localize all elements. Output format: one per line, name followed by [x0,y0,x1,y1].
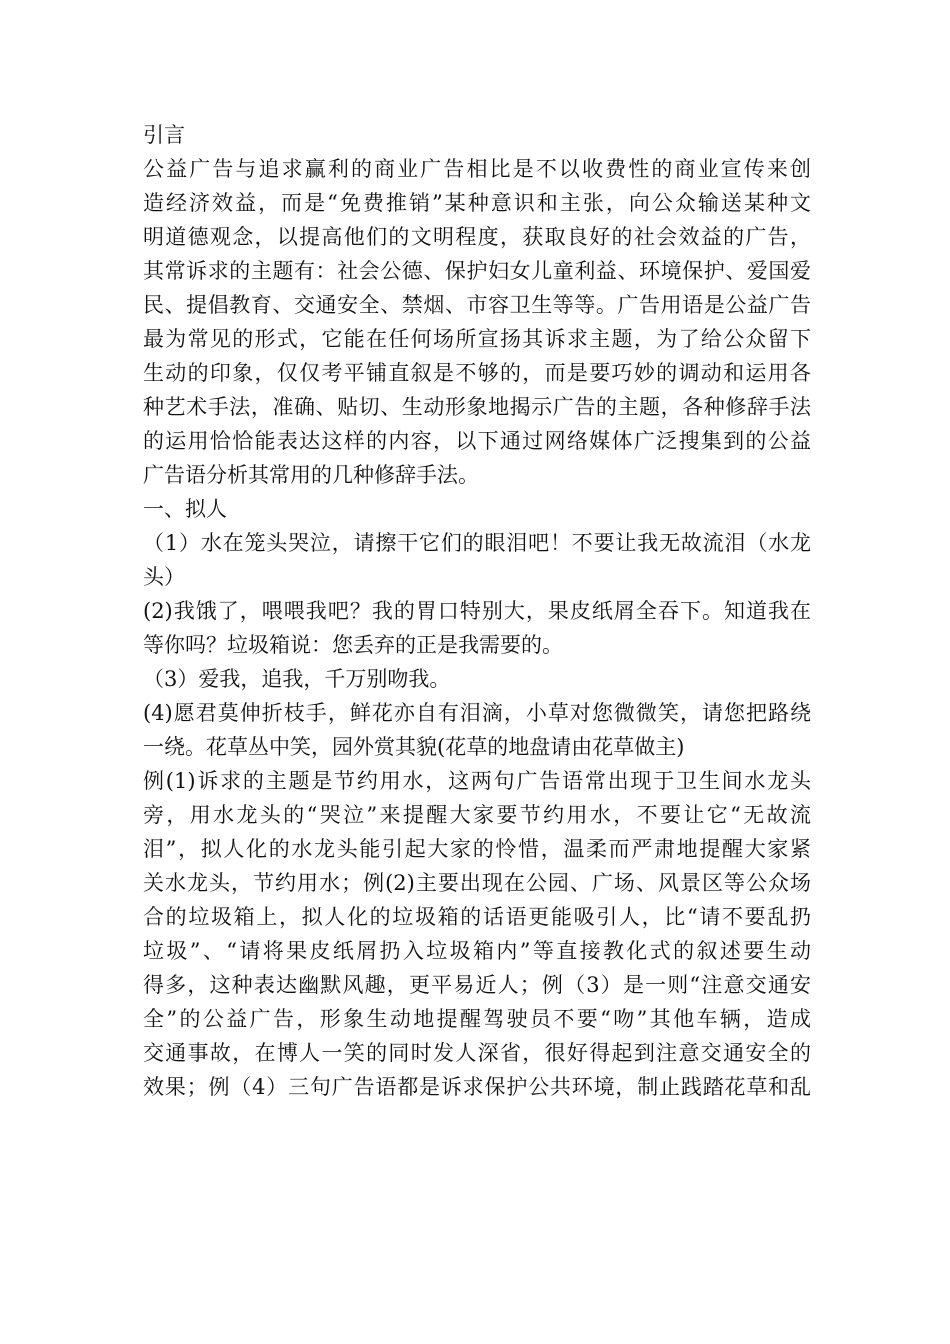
text-line: 公益广告与追求赢利的商业广告相比是不以收费性的商业宣传来创 [143,157,811,181]
text-line: 泪”，拟人化的水龙头能引起大家的怜惜，温柔而严肃地提醒大家紧 [143,837,811,861]
text-line: 效果；例（4）三句广告语都是诉求保护公共环境，制止践踏花草和乱 [143,1075,811,1099]
text-line: 例(1)诉求的主题是节约用水，这两句广告语常出现于卫生间水龙头 [143,769,811,793]
section-heading: 一、拟人 [143,497,227,521]
text-line: 造经济效益，而是“免费推销”某种意识和主张，向公众输送某种文 [143,191,811,215]
text-line: 垃圾”、“请将果皮纸屑扔入垃圾箱内”等直接教化式的叙述要生动 [143,939,811,963]
example-line: （3）爱我，追我，千万别吻我。 [143,667,451,691]
text-line: 全”的公益广告，形象生动地提醒驾驶员不要“吻”其他车辆，造成 [143,1007,811,1031]
example-line: (2)我饿了，喂喂我吧？我的胃口特别大，果皮纸屑全吞下。知道我在 [143,599,811,623]
example-line: (4)愿君莫伸折枝手，鲜花亦自有泪滴，小草对您微微笑，请您把路绕 [143,701,811,725]
text-line: 得多，这种表达幽默风趣，更平易近人；例（3）是一则“注意交通安 [143,973,811,997]
example-line: 头） [143,565,185,589]
example-line: 等你吗？垃圾箱说：您丢弃的正是我需要的。 [143,633,563,657]
example-line: 一绕。花草丛中笑，园外赏其貌(花草的地盘请由花草做主) [143,735,685,759]
section-title: 引言 [143,123,185,147]
text-line: 旁，用水龙头的“哭泣”来提醒大家要节约用水，不要让它“无故流 [143,803,811,827]
text-line: 生动的印象，仅仅考平铺直叙是不够的，而是要巧妙的调动和运用各 [143,361,811,385]
text-line: 合的垃圾箱上，拟人化的垃圾箱的话语更能吸引人，比“请不要乱扔 [143,905,811,929]
document-body [143,118,811,1104]
example-line: （1）水在笼头哭泣，请擦干它们的眼泪吧！不要让我无故流泪（水龙 [143,531,811,555]
text-line: 民、提倡教育、交通安全、禁烟、市容卫生等等。广告用语是公益广告 [143,293,811,317]
text-line: 广告语分析其常用的几种修辞手法。 [143,463,479,487]
text-line: 明道德观念，以提高他们的文明程度，获取良好的社会效益的广告， [143,225,811,249]
text-line: 最为常见的形式，它能在任何场所宣扬其诉求主题，为了给公众留下 [143,327,811,351]
text-line: 的运用恰恰能表达这样的内容，以下通过网络媒体广泛搜集到的公益 [143,429,811,453]
text-line: 其常诉求的主题有：社会公德、保护妇女儿童利益、环境保护、爱国爱 [143,259,811,283]
text-line: 关水龙头，节约用水；例(2)主要出现在公园、广场、风景区等公众场 [143,871,811,895]
text-line: 种艺术手法，准确、贴切、生动形象地揭示广告的主题，各种修辞手法 [143,395,811,419]
text-line: 交通事故，在博人一笑的同时发人深省，很好得起到注意交通安全的 [143,1041,811,1065]
